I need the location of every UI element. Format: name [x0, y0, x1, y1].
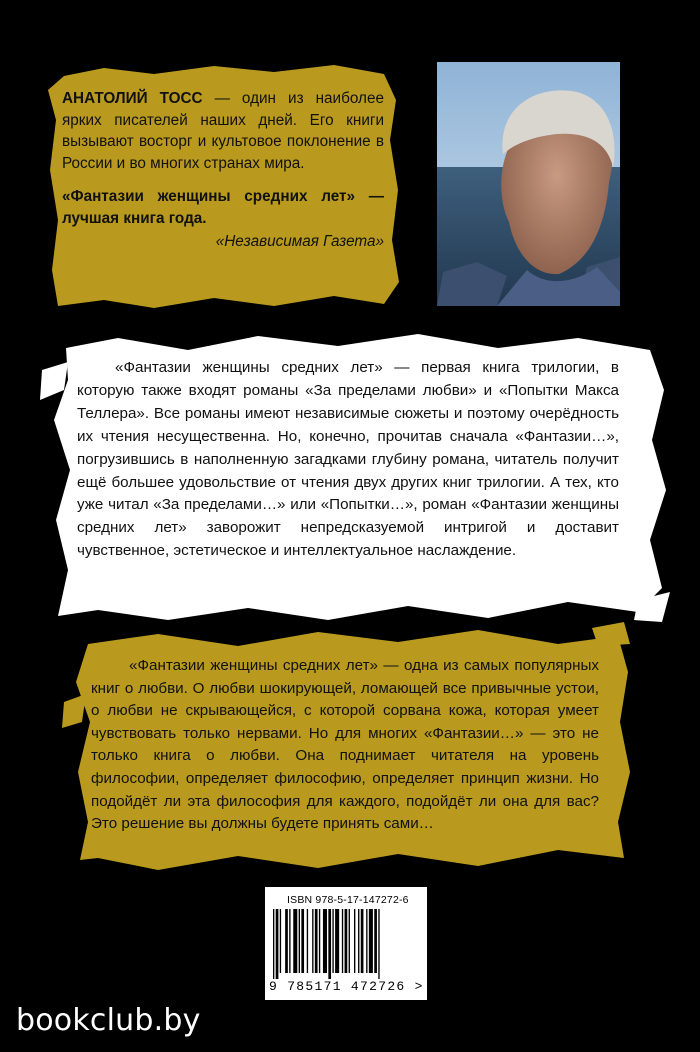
review-source: «Независимая Газета» [215, 233, 384, 250]
annotation-paragraph: «Фантазии женщины средних лет» — одна из самых популярных книг о любви. О любви шокирующей, ломающей все привычные устои, о любви не скрывающейся, с которой сорвана кожа, которая умеет чувствовать только нервами. Но для многих «Фантазии…» — это не только книга о любви. Она поднимает читателя на уровень философии, определяет философию, определяет принцип жизни. Но подойдёт ли эта философия для каждого, подойдёт ли она для вас? Это решение вы должны будете принять сами… [91, 657, 599, 833]
barcode-bar [323, 909, 327, 973]
barcode-bar [345, 909, 348, 973]
isbn-number: ISBN 978-5-17-147272-6 [287, 894, 409, 906]
barcode-bar [354, 909, 355, 973]
barcode-bar [342, 909, 343, 973]
author-bio-text: — один из наиболее ярких писателей наших дней. Его книги вызывают восторг и культовое поклонение в России и во многих странах мира. [62, 90, 384, 172]
barcode-digits: 9 785171 472726 > [269, 979, 424, 994]
barcode-bar [358, 909, 359, 973]
barcode-bar [335, 909, 339, 973]
barcode-bar [378, 909, 379, 979]
barcode-bar [369, 909, 373, 973]
barcode-bar [299, 909, 300, 973]
annotation-text [91, 655, 599, 836]
barcode-bar [280, 909, 281, 973]
site-watermark: bookclub.by [16, 1003, 201, 1038]
review-quote: «Фантазии женщины средних лет» — лучшая книга года. [62, 188, 384, 227]
author-photo [437, 62, 620, 306]
barcode-bar [285, 909, 288, 973]
barcode-bar [366, 909, 367, 973]
description-text [77, 357, 619, 563]
barcode-bars [271, 909, 421, 979]
barcode-bar [273, 909, 274, 979]
barcode-bar [312, 909, 313, 973]
barcode-bar [289, 909, 290, 973]
isbn-barcode [265, 887, 427, 1000]
barcode-bar [349, 909, 350, 973]
barcode-bar [276, 909, 279, 979]
barcode-bar [361, 909, 364, 973]
barcode-bar [332, 909, 333, 973]
author-bio [62, 88, 384, 174]
description-paragraph: «Фантазии женщины средних лет» — первая книга трилогии, в которую также входят романы «За пределами любви» и «Попытки Макса Теллера». Все романы имеют независимые сюжеты и поэтому очерёдность их чтения несущественна. Но, конечно, прочитав сначала «Фантазии…», погрузившись в наполненную загадками глубину романа, читатель получит ещё большее удовольствие от чтения двух других книг трилогии. А тех, кто уже читал «За пределами…» или «Попытки…», роман «Фантазии женщины средних лет» заворожит непредсказуемой интригой и доставит чувственное, эстетическое и интеллектуальное наслаждение. [77, 359, 619, 560]
barcode-bar [374, 909, 377, 973]
barcode-bar [307, 909, 308, 973]
author-bio-block [62, 88, 384, 253]
barcode-bar [319, 909, 320, 973]
barcode-bar [301, 909, 304, 973]
barcode-bar [293, 909, 297, 973]
barcode-bar [315, 909, 318, 973]
author-portrait-image [437, 62, 620, 306]
barcode-bar [328, 909, 331, 979]
author-name: АНАТОЛИЙ ТОСС [62, 90, 203, 107]
